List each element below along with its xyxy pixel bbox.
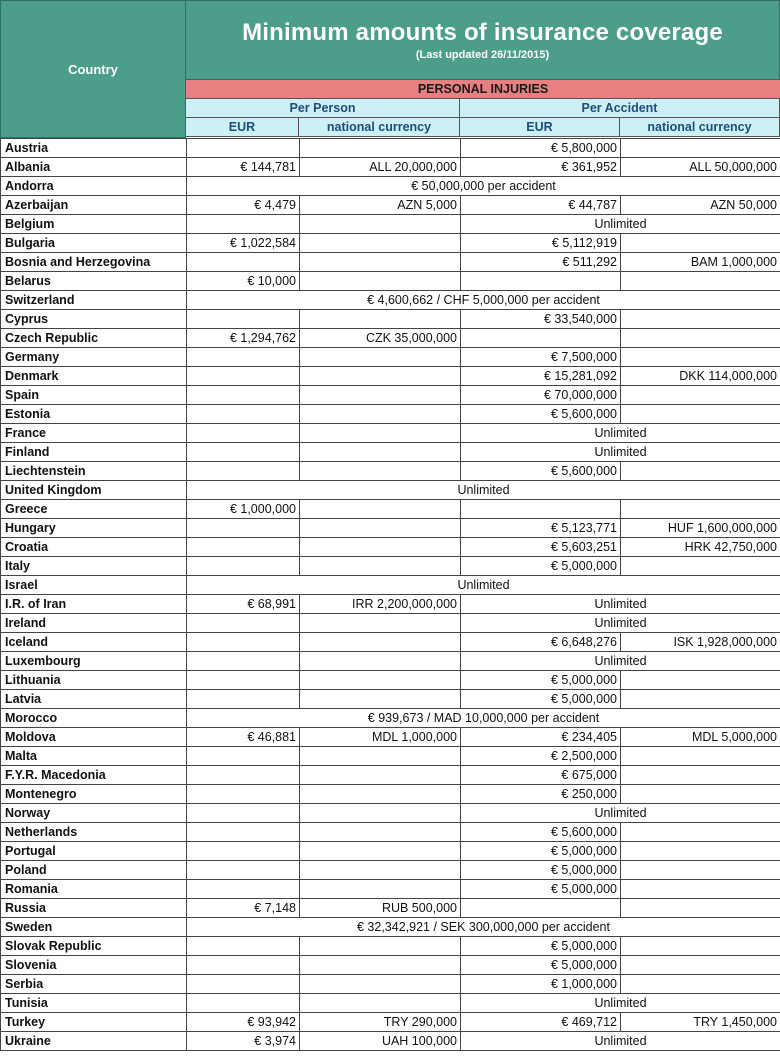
country-cell: Latvia — [1, 690, 187, 709]
per-person-national-cell — [300, 500, 461, 519]
country-cell: Israel — [1, 576, 187, 595]
per-person-eur-cell — [187, 994, 300, 1013]
per-person-national-cell — [300, 956, 461, 975]
country-cell: Iceland — [1, 633, 187, 652]
per-person-eur-cell — [187, 424, 300, 443]
country-cell: Morocco — [1, 709, 187, 728]
per-accident-merged-cell: Unlimited — [461, 1032, 780, 1051]
pp-eur-header: EUR — [186, 118, 299, 137]
per-person-national-cell: MDL 1,000,000 — [300, 728, 461, 747]
per-accident-national-cell — [621, 785, 780, 804]
per-accident-eur-cell — [461, 272, 621, 291]
title-box — [186, 0, 780, 80]
per-accident-eur-cell: € 5,123,771 — [461, 519, 621, 538]
per-accident-eur-cell: € 5,000,000 — [461, 937, 621, 956]
per-person-national-cell — [300, 462, 461, 481]
per-accident-national-cell — [621, 880, 780, 899]
per-accident-national-cell: AZN 50,000 — [621, 196, 780, 215]
per-accident-national-cell — [621, 386, 780, 405]
per-person-eur-cell: € 4,479 — [187, 196, 300, 215]
per-person-eur-cell — [187, 519, 300, 538]
per-person-national-cell — [300, 804, 461, 823]
country-cell: Bosnia and Herzegovina — [1, 253, 187, 272]
table-row — [1, 595, 780, 614]
country-cell: Montenegro — [1, 785, 187, 804]
per-person-eur-cell: € 10,000 — [187, 272, 300, 291]
table-row — [1, 785, 780, 804]
country-cell: Netherlands — [1, 823, 187, 842]
table-row — [1, 424, 780, 443]
currency-header-row — [186, 118, 780, 137]
per-accident-eur-cell: € 5,000,000 — [461, 557, 621, 576]
per-person-national-cell — [300, 937, 461, 956]
per-person-national-cell — [300, 861, 461, 880]
per-person-eur-cell — [187, 310, 300, 329]
per-person-eur-cell — [187, 614, 300, 633]
per-accident-national-cell — [621, 139, 780, 158]
per-accident-eur-cell: € 234,405 — [461, 728, 621, 747]
table-row — [1, 899, 780, 918]
country-cell: Greece — [1, 500, 187, 519]
per-accident-eur-cell — [461, 500, 621, 519]
per-accident-eur-cell: € 70,000,000 — [461, 386, 621, 405]
table-row — [1, 614, 780, 633]
table-row — [1, 918, 780, 937]
table-row — [1, 329, 780, 348]
per-person-national-cell — [300, 842, 461, 861]
per-person-eur-cell: € 1,294,762 — [187, 329, 300, 348]
per-person-eur-cell: € 144,781 — [187, 158, 300, 177]
per-person-eur-cell — [187, 538, 300, 557]
per-person-national-cell — [300, 766, 461, 785]
per-accident-national-cell — [621, 329, 780, 348]
per-accident-national-cell — [621, 690, 780, 709]
country-cell: Romania — [1, 880, 187, 899]
per-person-national-cell — [300, 747, 461, 766]
table-row — [1, 196, 780, 215]
country-cell: Estonia — [1, 405, 187, 424]
per-person-national-cell — [300, 633, 461, 652]
table-row — [1, 747, 780, 766]
country-cell: Croatia — [1, 538, 187, 557]
country-cell: Liechtenstein — [1, 462, 187, 481]
table-row — [1, 709, 780, 728]
per-person-national-cell — [300, 823, 461, 842]
per-person-national-cell — [300, 272, 461, 291]
country-cell: Portugal — [1, 842, 187, 861]
country-cell: I.R. of Iran — [1, 595, 187, 614]
per-person-eur-cell — [187, 386, 300, 405]
per-person-eur-cell: € 93,942 — [187, 1013, 300, 1032]
per-person-eur-cell — [187, 804, 300, 823]
per-accident-national-cell — [621, 937, 780, 956]
per-person-national-cell — [300, 994, 461, 1013]
per-person-national-cell — [300, 538, 461, 557]
per-person-national-cell: UAH 100,000 — [300, 1032, 461, 1051]
per-person-national-cell: IRR 2,200,000,000 — [300, 595, 461, 614]
table-row — [1, 1032, 780, 1051]
country-cell: Austria — [1, 139, 187, 158]
country-cell: Cyprus — [1, 310, 187, 329]
per-accident-eur-cell: € 6,648,276 — [461, 633, 621, 652]
per-person-eur-cell: € 1,000,000 — [187, 500, 300, 519]
table-row — [1, 652, 780, 671]
per-person-eur-cell: € 3,974 — [187, 1032, 300, 1051]
country-cell: Spain — [1, 386, 187, 405]
per-person-eur-cell — [187, 633, 300, 652]
country-cell: Slovak Republic — [1, 937, 187, 956]
country-cell: Slovenia — [1, 956, 187, 975]
per-person-eur-cell — [187, 367, 300, 386]
per-person-eur-cell — [187, 937, 300, 956]
per-accident-eur-cell: € 5,603,251 — [461, 538, 621, 557]
table-row — [1, 557, 780, 576]
per-person-national-cell — [300, 519, 461, 538]
per-person-eur-cell — [187, 348, 300, 367]
per-accident-national-cell — [621, 557, 780, 576]
country-cell: Malta — [1, 747, 187, 766]
table-row — [1, 367, 780, 386]
country-cell: Hungary — [1, 519, 187, 538]
per-person-eur-cell — [187, 253, 300, 272]
per-person-eur-cell — [187, 766, 300, 785]
merged-coverage-cell: € 50,000,000 per accident — [187, 177, 780, 196]
pa-eur-header: EUR — [460, 118, 620, 137]
per-accident-eur-cell: € 675,000 — [461, 766, 621, 785]
table-row — [1, 519, 780, 538]
per-person-eur-cell: € 7,148 — [187, 899, 300, 918]
country-cell: Luxembourg — [1, 652, 187, 671]
per-accident-national-cell: MDL 5,000,000 — [621, 728, 780, 747]
country-cell: Ukraine — [1, 1032, 187, 1051]
table-row — [1, 975, 780, 994]
table-row — [1, 291, 780, 310]
per-accident-national-cell — [621, 348, 780, 367]
per-person-eur-cell — [187, 956, 300, 975]
per-person-national-cell — [300, 139, 461, 158]
per-accident-national-cell: BAM 1,000,000 — [621, 253, 780, 272]
table-row — [1, 880, 780, 899]
per-accident-eur-cell: € 361,952 — [461, 158, 621, 177]
per-person-national-cell — [300, 443, 461, 462]
country-cell: France — [1, 424, 187, 443]
country-cell: Albania — [1, 158, 187, 177]
table-row — [1, 576, 780, 595]
country-cell: Germany — [1, 348, 187, 367]
per-accident-merged-cell: Unlimited — [461, 804, 780, 823]
per-accident-merged-cell: Unlimited — [461, 595, 780, 614]
page-title: Minimum amounts of insurance coverage — [242, 19, 723, 46]
per-person-national-cell — [300, 975, 461, 994]
per-person-national-cell: CZK 35,000,000 — [300, 329, 461, 348]
per-accident-header: Per Accident — [460, 99, 780, 118]
coverage-table — [0, 138, 780, 1051]
header-right — [186, 0, 780, 138]
country-cell: Norway — [1, 804, 187, 823]
merged-coverage-cell: Unlimited — [187, 576, 780, 595]
per-accident-eur-cell: € 33,540,000 — [461, 310, 621, 329]
per-person-national-cell — [300, 367, 461, 386]
country-cell: Poland — [1, 861, 187, 880]
per-accident-national-cell — [621, 899, 780, 918]
table-row — [1, 842, 780, 861]
per-person-national-cell — [300, 785, 461, 804]
pp-national-header: national currency — [299, 118, 460, 137]
per-accident-eur-cell: € 7,500,000 — [461, 348, 621, 367]
per-accident-national-cell: ALL 50,000,000 — [621, 158, 780, 177]
per-accident-national-cell — [621, 671, 780, 690]
table-row — [1, 462, 780, 481]
merged-coverage-cell: € 4,600,662 / CHF 5,000,000 per accident — [187, 291, 780, 310]
table-row — [1, 728, 780, 747]
per-accident-eur-cell: € 15,281,092 — [461, 367, 621, 386]
country-cell: Andorra — [1, 177, 187, 196]
merged-coverage-cell: € 939,673 / MAD 10,000,000 per accident — [187, 709, 780, 728]
country-cell: Ireland — [1, 614, 187, 633]
country-cell: Belarus — [1, 272, 187, 291]
per-accident-merged-cell: Unlimited — [461, 424, 780, 443]
per-person-national-cell — [300, 557, 461, 576]
per-accident-eur-cell: € 5,000,000 — [461, 956, 621, 975]
per-person-eur-cell — [187, 690, 300, 709]
country-cell: Czech Republic — [1, 329, 187, 348]
per-accident-eur-cell: € 5,000,000 — [461, 861, 621, 880]
per-accident-eur-cell: € 2,500,000 — [461, 747, 621, 766]
table-row — [1, 766, 780, 785]
table-row — [1, 994, 780, 1013]
per-accident-national-cell: HUF 1,600,000,000 — [621, 519, 780, 538]
per-person-eur-cell — [187, 880, 300, 899]
coverage-table-body — [1, 139, 780, 1051]
table-row — [1, 633, 780, 652]
per-person-eur-cell — [187, 842, 300, 861]
per-accident-national-cell — [621, 823, 780, 842]
per-accident-national-cell — [621, 842, 780, 861]
country-column-header: Country — [0, 0, 186, 138]
per-accident-national-cell — [621, 462, 780, 481]
country-cell: Lithuania — [1, 671, 187, 690]
per-accident-merged-cell: Unlimited — [461, 994, 780, 1013]
per-accident-national-cell — [621, 747, 780, 766]
country-cell: Moldova — [1, 728, 187, 747]
country-cell: Tunisia — [1, 994, 187, 1013]
per-accident-eur-cell: € 5,600,000 — [461, 405, 621, 424]
table-row — [1, 177, 780, 196]
table-row — [1, 500, 780, 519]
table-row — [1, 538, 780, 557]
per-person-national-cell: AZN 5,000 — [300, 196, 461, 215]
per-accident-national-cell — [621, 272, 780, 291]
table-row — [1, 158, 780, 177]
country-cell: Belgium — [1, 215, 187, 234]
per-person-national-cell: ALL 20,000,000 — [300, 158, 461, 177]
per-person-eur-cell — [187, 747, 300, 766]
per-accident-eur-cell — [461, 899, 621, 918]
per-person-eur-cell — [187, 823, 300, 842]
per-accident-eur-cell: € 5,000,000 — [461, 842, 621, 861]
table-row — [1, 386, 780, 405]
per-accident-eur-cell — [461, 329, 621, 348]
table-row — [1, 861, 780, 880]
per-person-national-cell — [300, 253, 461, 272]
per-person-eur-cell — [187, 462, 300, 481]
per-accident-eur-cell: € 1,000,000 — [461, 975, 621, 994]
per-accident-merged-cell: Unlimited — [461, 652, 780, 671]
per-accident-national-cell — [621, 405, 780, 424]
per-person-national-cell: RUB 500,000 — [300, 899, 461, 918]
per-person-eur-cell — [187, 671, 300, 690]
per-person-national-cell — [300, 348, 461, 367]
per-person-national-cell — [300, 215, 461, 234]
table-row — [1, 804, 780, 823]
table-row — [1, 481, 780, 500]
per-accident-national-cell: HRK 42,750,000 — [621, 538, 780, 557]
per-accident-eur-cell: € 5,800,000 — [461, 139, 621, 158]
per-accident-eur-cell: € 5,000,000 — [461, 880, 621, 899]
per-person-national-cell — [300, 234, 461, 253]
per-person-national-cell — [300, 310, 461, 329]
per-accident-national-cell: ISK 1,928,000,000 — [621, 633, 780, 652]
table-row — [1, 1013, 780, 1032]
per-person-eur-cell: € 46,881 — [187, 728, 300, 747]
per-person-national-cell: TRY 290,000 — [300, 1013, 461, 1032]
per-accident-merged-cell: Unlimited — [461, 215, 780, 234]
country-cell: Sweden — [1, 918, 187, 937]
country-cell: F.Y.R. Macedonia — [1, 766, 187, 785]
per-person-eur-cell: € 1,022,584 — [187, 234, 300, 253]
per-accident-national-cell: TRY 1,450,000 — [621, 1013, 780, 1032]
country-cell: Finland — [1, 443, 187, 462]
per-accident-eur-cell: € 5,600,000 — [461, 462, 621, 481]
personal-injuries-header: PERSONAL INJURIES — [186, 80, 780, 99]
per-accident-eur-cell: € 250,000 — [461, 785, 621, 804]
merged-coverage-cell: € 32,342,921 / SEK 300,000,000 per accident — [187, 918, 780, 937]
per-person-eur-cell — [187, 557, 300, 576]
per-accident-national-cell: DKK 114,000,000 — [621, 367, 780, 386]
table-row — [1, 253, 780, 272]
country-cell: Bulgaria — [1, 234, 187, 253]
table-row — [1, 348, 780, 367]
per-accident-merged-cell: Unlimited — [461, 443, 780, 462]
table-row — [1, 690, 780, 709]
table-row — [1, 937, 780, 956]
per-person-national-cell — [300, 652, 461, 671]
per-accident-eur-cell: € 5,000,000 — [461, 690, 621, 709]
per-person-eur-cell — [187, 443, 300, 462]
per-person-eur-cell — [187, 405, 300, 424]
per-accident-national-cell — [621, 234, 780, 253]
table-header — [0, 0, 780, 138]
merged-coverage-cell: Unlimited — [187, 481, 780, 500]
per-accident-national-cell — [621, 310, 780, 329]
last-updated-note: (Last updated 26/11/2015) — [415, 49, 550, 61]
per-person-national-cell — [300, 424, 461, 443]
per-accident-eur-cell: € 5,600,000 — [461, 823, 621, 842]
per-accident-eur-cell: € 5,000,000 — [461, 671, 621, 690]
per-accident-national-cell — [621, 766, 780, 785]
per-accident-eur-cell: € 5,112,919 — [461, 234, 621, 253]
per-accident-national-cell — [621, 956, 780, 975]
country-cell: Italy — [1, 557, 187, 576]
per-accident-eur-cell: € 511,292 — [461, 253, 621, 272]
table-row — [1, 139, 780, 158]
table-row — [1, 215, 780, 234]
per-person-eur-cell: € 68,991 — [187, 595, 300, 614]
per-person-national-cell — [300, 880, 461, 899]
per-accident-national-cell — [621, 861, 780, 880]
per-person-eur-cell — [187, 975, 300, 994]
per-person-national-cell — [300, 614, 461, 633]
country-cell: Turkey — [1, 1013, 187, 1032]
group-header-row — [186, 99, 780, 118]
per-person-national-cell — [300, 671, 461, 690]
table-row — [1, 443, 780, 462]
per-person-national-cell — [300, 690, 461, 709]
table-row — [1, 310, 780, 329]
per-person-eur-cell — [187, 652, 300, 671]
per-accident-national-cell — [621, 975, 780, 994]
country-cell: Azerbaijan — [1, 196, 187, 215]
country-cell: Switzerland — [1, 291, 187, 310]
table-row — [1, 956, 780, 975]
country-cell: United Kingdom — [1, 481, 187, 500]
per-person-eur-cell — [187, 785, 300, 804]
per-accident-eur-cell: € 44,787 — [461, 196, 621, 215]
table-row — [1, 823, 780, 842]
table-row — [1, 405, 780, 424]
per-accident-eur-cell: € 469,712 — [461, 1013, 621, 1032]
country-cell: Russia — [1, 899, 187, 918]
country-cell: Denmark — [1, 367, 187, 386]
table-row — [1, 671, 780, 690]
per-accident-national-cell — [621, 500, 780, 519]
per-person-eur-cell — [187, 215, 300, 234]
per-person-eur-cell — [187, 861, 300, 880]
per-person-header: Per Person — [186, 99, 460, 118]
per-accident-merged-cell: Unlimited — [461, 614, 780, 633]
table-row — [1, 272, 780, 291]
per-person-national-cell — [300, 386, 461, 405]
per-person-eur-cell — [187, 139, 300, 158]
pa-national-header: national currency — [620, 118, 780, 137]
country-cell: Serbia — [1, 975, 187, 994]
per-person-national-cell — [300, 405, 461, 424]
table-row — [1, 234, 780, 253]
